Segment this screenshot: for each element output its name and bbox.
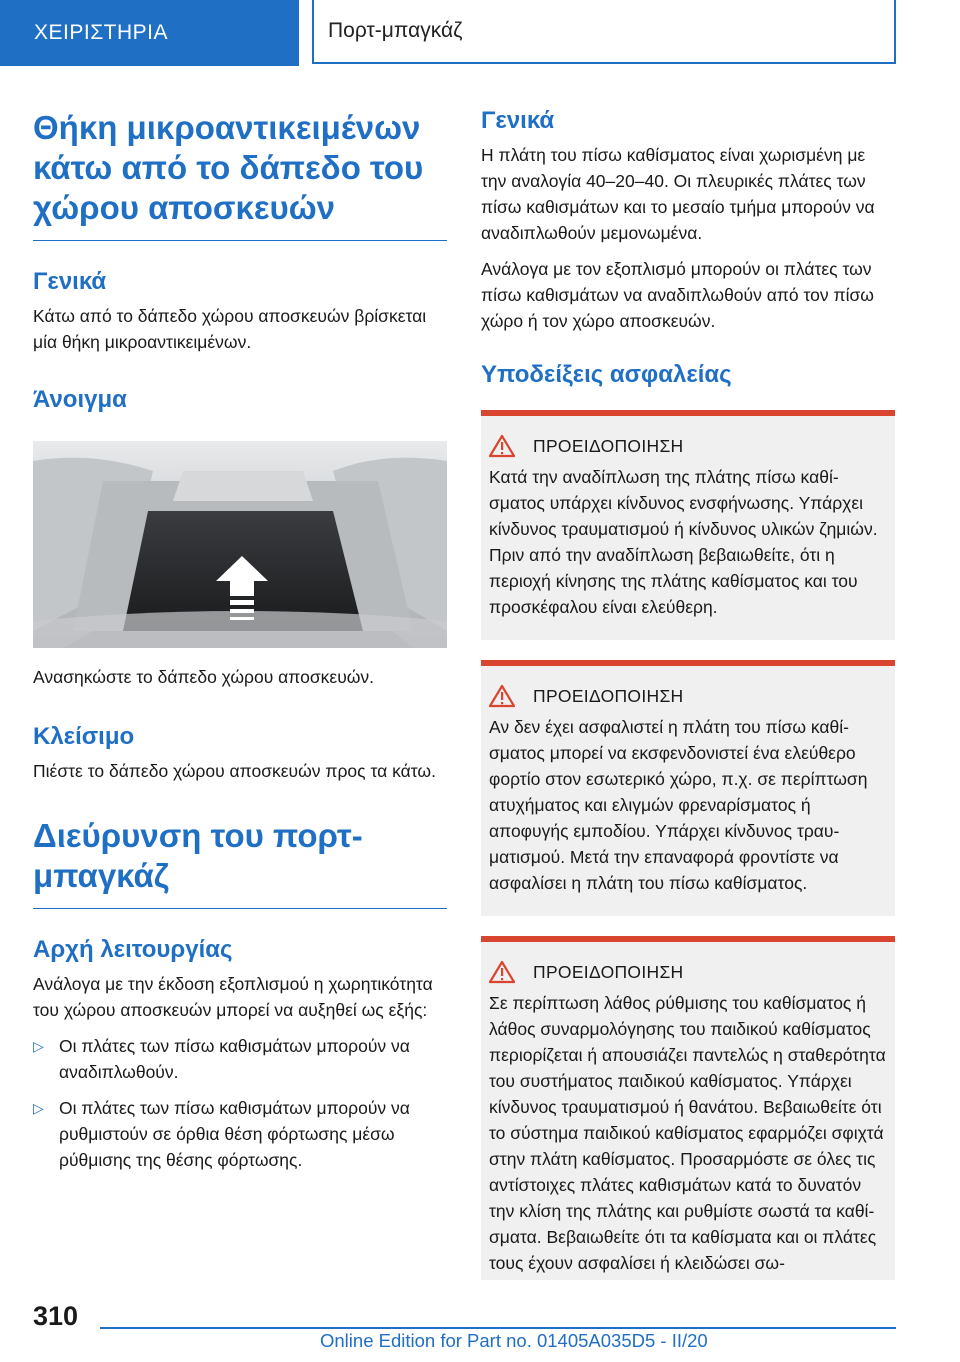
expand-options-list (33, 1033, 447, 1173)
left-column (33, 92, 447, 1173)
edition-note: Online Edition for Part no. 01405A035D5 - II/20 (320, 1330, 708, 1351)
warning-box-3 (481, 936, 895, 1280)
right-general-heading: Γενικά (481, 107, 555, 134)
list-item-text: Οι πλάτες των πίσω καθισμάτων μπορούν να αναδιπλωθούν. (59, 1036, 410, 1082)
closing-heading: Κλείσιμο (33, 723, 135, 750)
warning-text: Κατά την αναδίπλωση της πλάτης πίσω καθίσματος υπάρχει κίνδυνος ενσφήνωσης. Υπάρχει κίνδυνος τραυματισμού ή κίνδυνος υλικών ζημιών. Πριν από την αναδίπλωση βεβαιωθείτε, ότι η περιοχή κίνησης της πλάτης καθίσματος και του προσκέφαλου είναι ελεύθερη. (489, 467, 878, 617)
photo-caption: Ανασηκώστε το δάπεδο χώρου αποσκευών. (33, 667, 375, 687)
warning-box-2 (481, 660, 895, 916)
list-item-text: Οι πλάτες των πίσω καθισμάτων μπορούν να ρυθμιστούν σε όρθια θέση φόρτωσης μέσω ρύθμισης της θέσης φόρτωσης. (59, 1098, 410, 1170)
warning-triangle-icon (489, 960, 515, 984)
right-general-text-1: Η πλάτη του πίσω καθίσματος είναι χωρισμένη με την αναλογία 40–20–40. Οι πλευρικές πλάτες των πίσω καθισμάτων και το μεσαίο τμήμα μπορούν να αναδιπλωθούν μεμονωμένα. (481, 145, 875, 243)
warning-text: Αν δεν έχει ασφαλιστεί η πλάτη του πίσω καθίσματος μπορεί να εκσφενδονιστεί ένα ελεύθερο φορτίο στον εσωτερικό χώρο, π.χ. σε περίπτωση ατυχήματος και ελιγμών φρεναρίσματος ή αποφυγής εμποδίου. Υπάρχει κίνδυνος τραυματισμού. Μετά την επαναφορά φροντίστε να ασφαλίσει η πλάτη του πίσω καθίσματος. (489, 717, 868, 893)
right-general-text-2: Ανάλογα με τον εξοπλισμό μπορούν οι πλάτες των πίσω καθισμάτων να αναδιπλωθούν από τον πίσω χώρο ή τον χώρο αποσκευών. (481, 259, 874, 331)
section-label: Πορτ-μπαγκάζ (328, 19, 463, 42)
warning-box-1 (481, 410, 895, 640)
warning-triangle-icon (489, 684, 515, 708)
closing-text: Πιέστε το δάπεδο χώρου αποσκευών προς τα κάτω. (33, 761, 436, 781)
warning-text: Σε περίπτωση λάθος ρύθμισης του καθίσματος ή λάθος συναρμολόγησης του παιδικού καθίσματος περιορίζεται ή απουσιάζει παντελώς η σταθερότητα του συστήματος παιδικού καθίσματος. Υπάρχει κίνδυνος τραυματισμού ή θανάτου. Βεβαιωθείτε ότι το σύστημα παιδικού καθίσματος εφαρμόζει σφιχτά στην πλάτη καθίσματος. Προσαρμόστε σε όλες τις αντίστοιχες πλάτες καθισμάτων κατά το δυνατόν την κλίση της πλάτης και ρυθμίστε σωστά τα καθίσματα. Βεβαιωθείτε ότι τα καθίσματα και οι πλάτες τους έχουν ασφαλίσει ή κλειδώσει σω- (489, 993, 886, 1273)
expand-trunk-title: Διεύρυνση του πορτ-μπαγκάζ (33, 817, 363, 894)
warning-title: ΠΡΟΕΙΔΟΠΟΙΗΣΗ (533, 685, 684, 706)
trunk-floor-illustration (33, 441, 447, 648)
principle-heading: Αρχή λειτουργίας (33, 936, 233, 963)
page-number: 310 (33, 1301, 79, 1331)
expand-divider (33, 908, 447, 909)
warning-title: ΠΡΟΕΙΔΟΠΟΙΗΣΗ (533, 961, 684, 982)
storage-compartment-title: Θήκη μικροαντικειμένων κάτω από το δάπεδο του χώρου αποσκευών (33, 109, 424, 226)
trunk-floor-photo (33, 441, 447, 648)
opening-heading: Άνοιγμα (33, 386, 127, 413)
warning-triangle-icon (489, 434, 515, 458)
general-text: Κάτω από το δάπεδο χώρου αποσκευών βρίσκεται μία θήκη μικροαντικειμένων. (33, 306, 427, 352)
safety-heading: Υποδείξεις ασφαλείας (481, 361, 732, 388)
triangle-bullet-icon: ▷ (33, 1038, 44, 1054)
triangle-bullet-icon: ▷ (33, 1100, 44, 1116)
chapter-tab (0, 0, 299, 66)
list-item (33, 1033, 447, 1085)
footer-divider (100, 1327, 896, 1329)
chapter-label: ΧΕΙΡΙΣΤΗΡΙΑ (34, 21, 169, 44)
section-header (312, 0, 896, 64)
warning-title: ΠΡΟΕΙΔΟΠΟΙΗΣΗ (533, 435, 684, 456)
title-divider (33, 240, 447, 241)
general-heading: Γενικά (33, 268, 107, 295)
right-column (481, 92, 895, 1280)
list-item (33, 1095, 447, 1173)
principle-text: Ανάλογα με την έκδοση εξοπλισμού η χωρητικότητα του χώρου αποσκευών μπορεί να αυξηθεί ως εξής: (33, 974, 433, 1020)
